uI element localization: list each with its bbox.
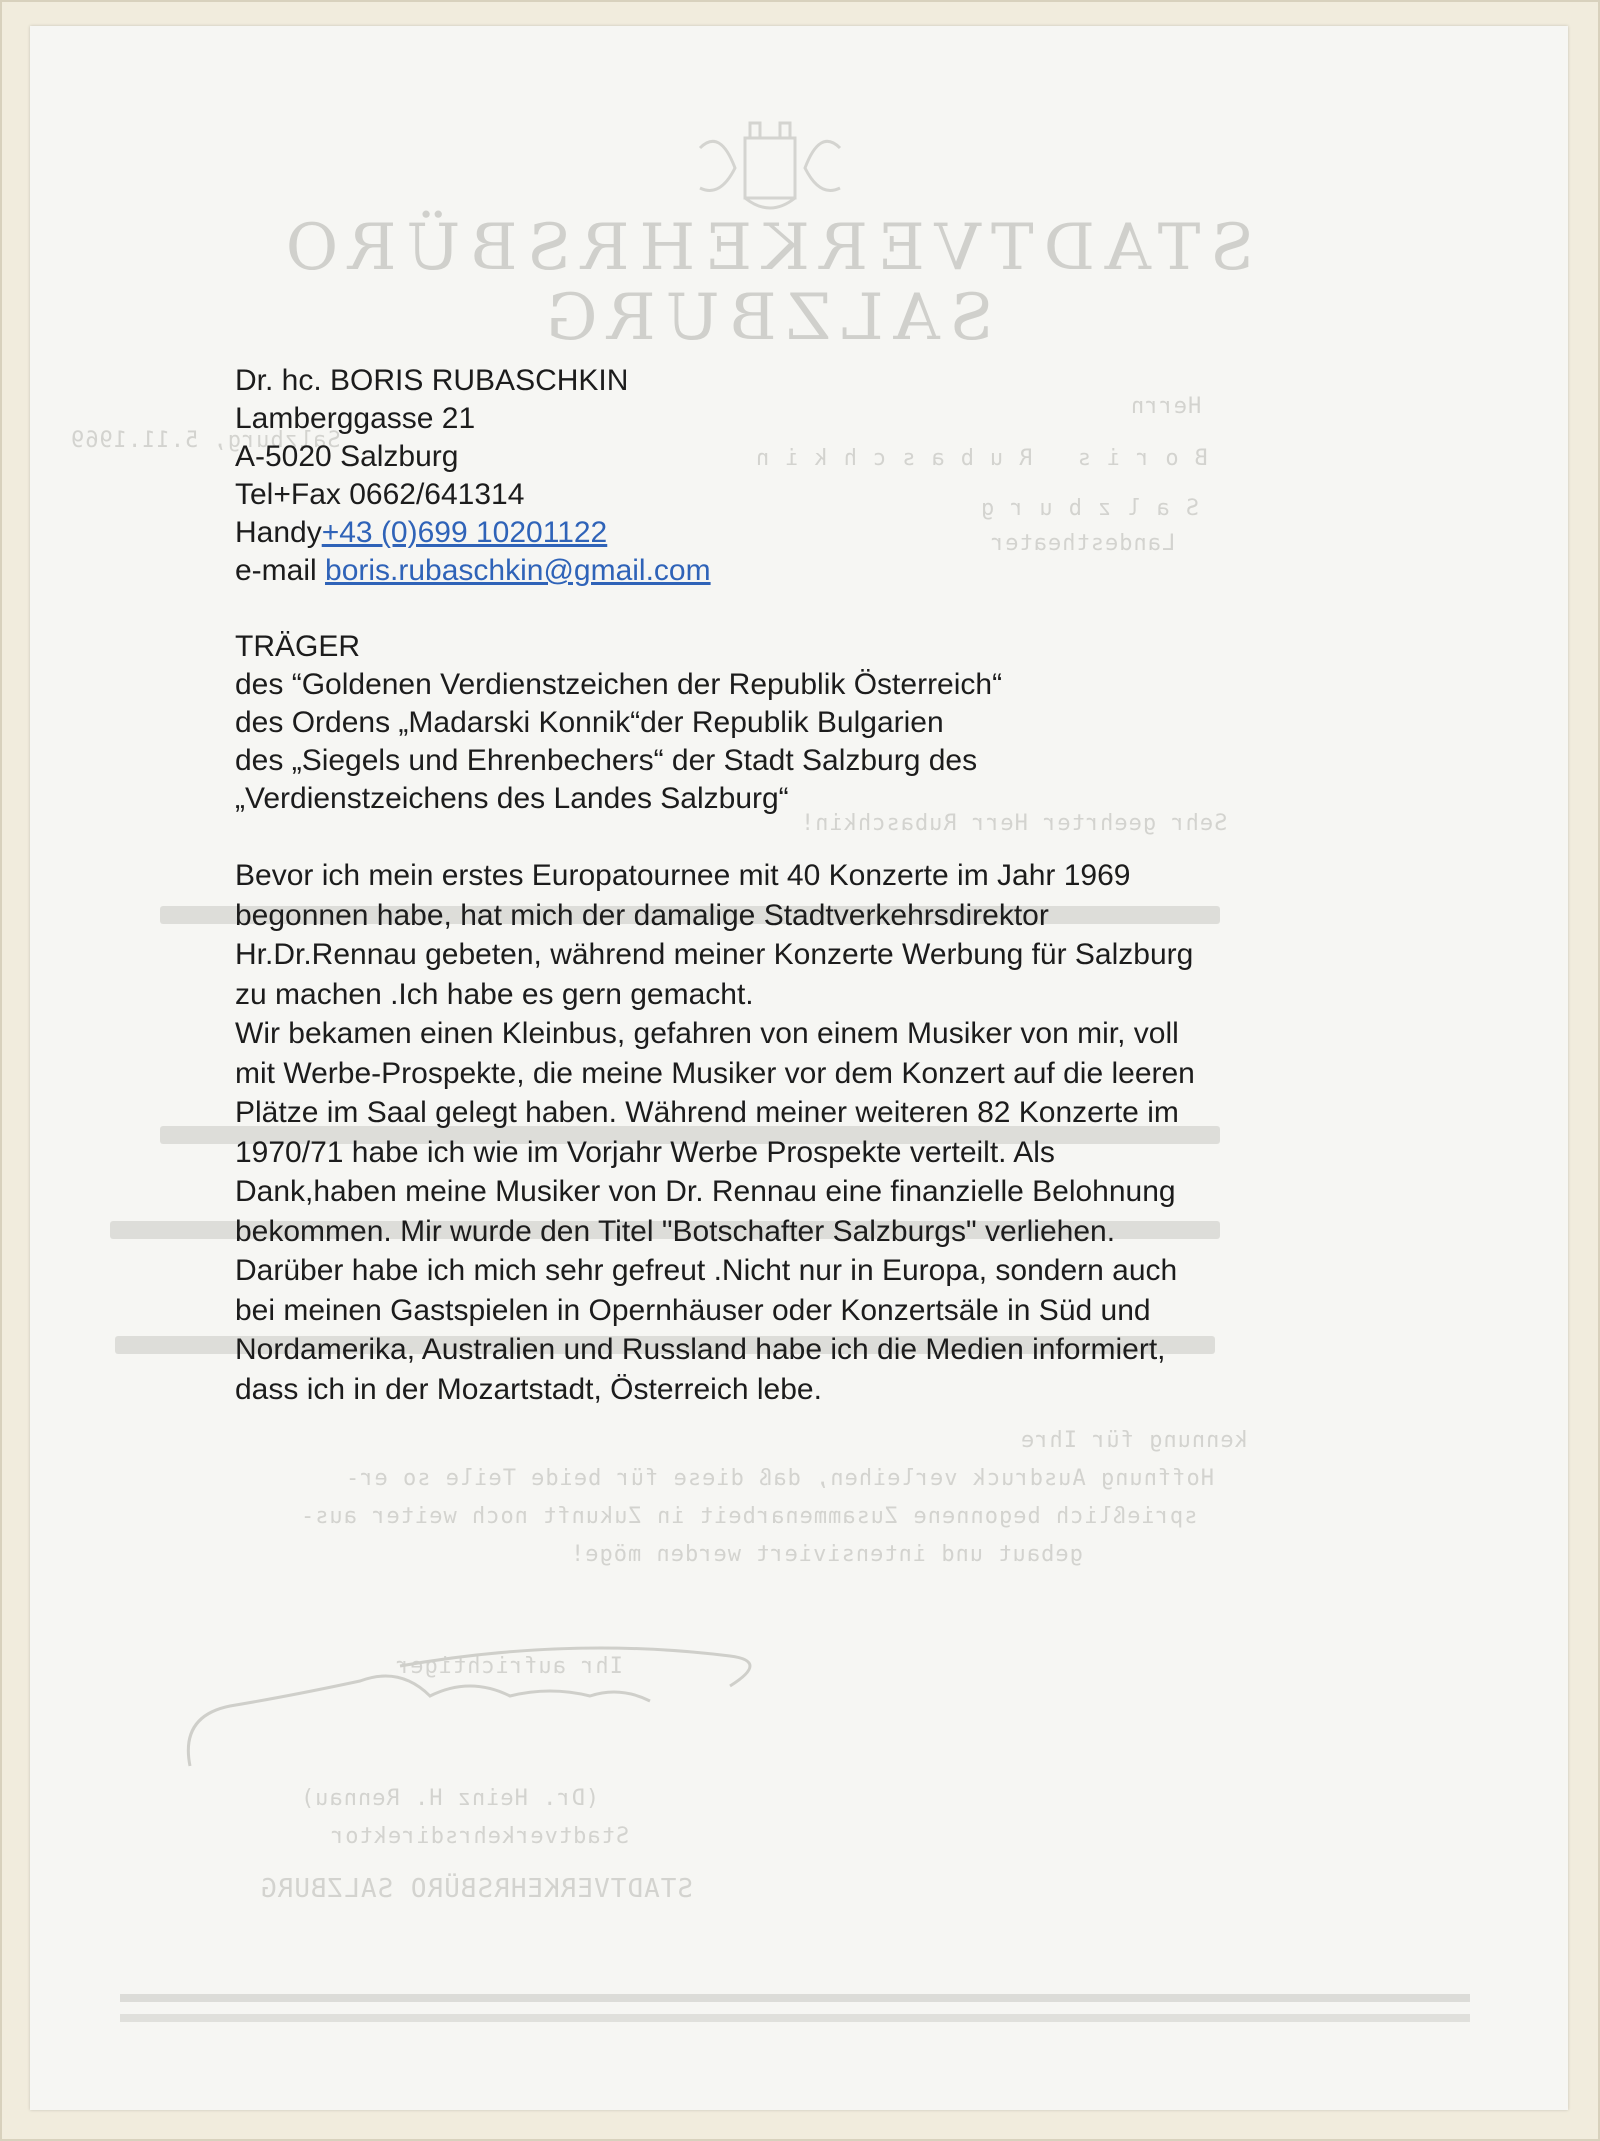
body-line: bekommen. Mir wurde den Titel "Botschafter Salzburgs" verliehen. (235, 1214, 1116, 1248)
letterhead-line-1: STADTVERKEHRSBÜRO (275, 211, 1255, 285)
body-line: Dank,haben meine Musiker von Dr. Rennau eine finanzielle Belohnung (235, 1175, 1176, 1208)
ghost-salutation: Sehr geehrter Herr Rubaschkin! (800, 811, 1228, 836)
letter-body (235, 856, 1415, 1409)
honor-line: des Ordens „Madarski Konnik“der Republik Bulgarien (235, 706, 944, 739)
ghost-date: Salzburg, 5.11.1969 (70, 428, 341, 453)
sender-email (235, 552, 1415, 590)
ghost-theater: Landestheater (990, 531, 1176, 556)
ghost-signatory: (Dr. Heinz H. Rennau) (300, 1786, 600, 1811)
body-line: dass ich in der Mozartstadt, Österreich lebe. (235, 1372, 822, 1406)
honors-title: TRÄGER (235, 630, 361, 663)
email-label: e-mail (235, 554, 326, 587)
honors-block (235, 628, 1415, 818)
ghost-herrn: Herrn (1130, 394, 1202, 419)
ghost-line-hoffnung: Hoffnung Ausdruck verleihen, daß diese für beide Teile so er- (345, 1466, 1214, 1491)
address-block (235, 362, 1415, 590)
email-link[interactable]: boris.rubaschkin@gmail.com (325, 554, 711, 587)
sender-name: Dr. hc. BORIS RUBASCHKIN (235, 364, 629, 397)
ghost-signatory-title: Stadtverkehrsdirektor (330, 1824, 630, 1849)
letter-sheet (30, 26, 1568, 2110)
honor-line: „Verdienstzeichens des Landes Salzburg“ (235, 782, 789, 815)
ghost-line-gebaut: gebaut und intensiviert werden möge! (570, 1542, 1083, 1567)
body-line: bei meinen Gastspielen in Opernhäuser oder Konzertsäle in Süd und (235, 1293, 1151, 1327)
body-line: begonnen habe, hat mich der damalige Stadtverkehrsdirektor (235, 898, 1049, 932)
ghost-line-kennung: kennung für Ihre (1020, 1428, 1248, 1453)
body-line: Darüber habe ich mich sehr gefreut .Nicht nur in Europa, sondern auch (235, 1254, 1178, 1287)
body-line: Hr.Dr.Rennau gebeten, während meiner Konzerte Werbung für Salzburg (235, 938, 1194, 971)
body-line: 1970/71 habe ich wie im Vorjahr Werbe Prospekte verteilt. Als (235, 1135, 1055, 1169)
letterhead-line-2: SALZBURG (536, 281, 994, 355)
sender-street: Lamberggasse 21 (235, 402, 476, 435)
honor-line: des „Siegels und Ehrenbechers“ der Stadt Salzburg des (235, 744, 978, 777)
ghost-recipient: Boris Rubaschkin (740, 446, 1208, 471)
city-crest-icon (680, 108, 860, 228)
sender-telfax: Tel+Fax 0662/641314 (235, 478, 525, 511)
ghost-closing: Ihr aufrichtiger (395, 1654, 623, 1679)
handy-label: Handy (235, 516, 322, 549)
ghost-line-ersprieslich: sprießlich begonnene Zusammenarbeit in Zukunft noch weiter aus- (300, 1504, 1198, 1529)
body-line: Plätze im Saal gelegt haben. Während meiner weiteren 82 Konzerte im (235, 1096, 1179, 1129)
body-line: Wir bekamen einen Kleinbus, gefahren von einem Musiker von mir, voll (235, 1017, 1179, 1050)
ghost-stamp: STADTVERKEHRSBÜRO SALZBURG (260, 1874, 693, 1904)
sender-handy (235, 514, 1415, 552)
handy-link[interactable]: +43 (0)699 10201122 (321, 516, 608, 549)
letter-content (235, 362, 1415, 1409)
honor-line: des “Goldenen Verdienstzeichen der Republik Österreich“ (235, 668, 1003, 701)
footer-ghost (120, 1994, 1470, 2022)
body-line: zu machen .Ich habe es gern gemacht. (235, 977, 754, 1011)
signature-icon (170, 1626, 770, 1806)
body-line: Nordamerika, Australien und Russland habe ich die Medien informiert, (235, 1333, 1166, 1366)
body-line: mit Werbe-Prospekte, die meine Musiker vor dem Konzert auf die leeren (235, 1056, 1195, 1090)
sender-city: A-5020 Salzburg (235, 440, 459, 473)
ghost-city: Salzburg (965, 496, 1199, 521)
body-line: Bevor ich mein erstes Europatournee mit 40 Konzerte im Jahr 1969 (235, 859, 1131, 892)
